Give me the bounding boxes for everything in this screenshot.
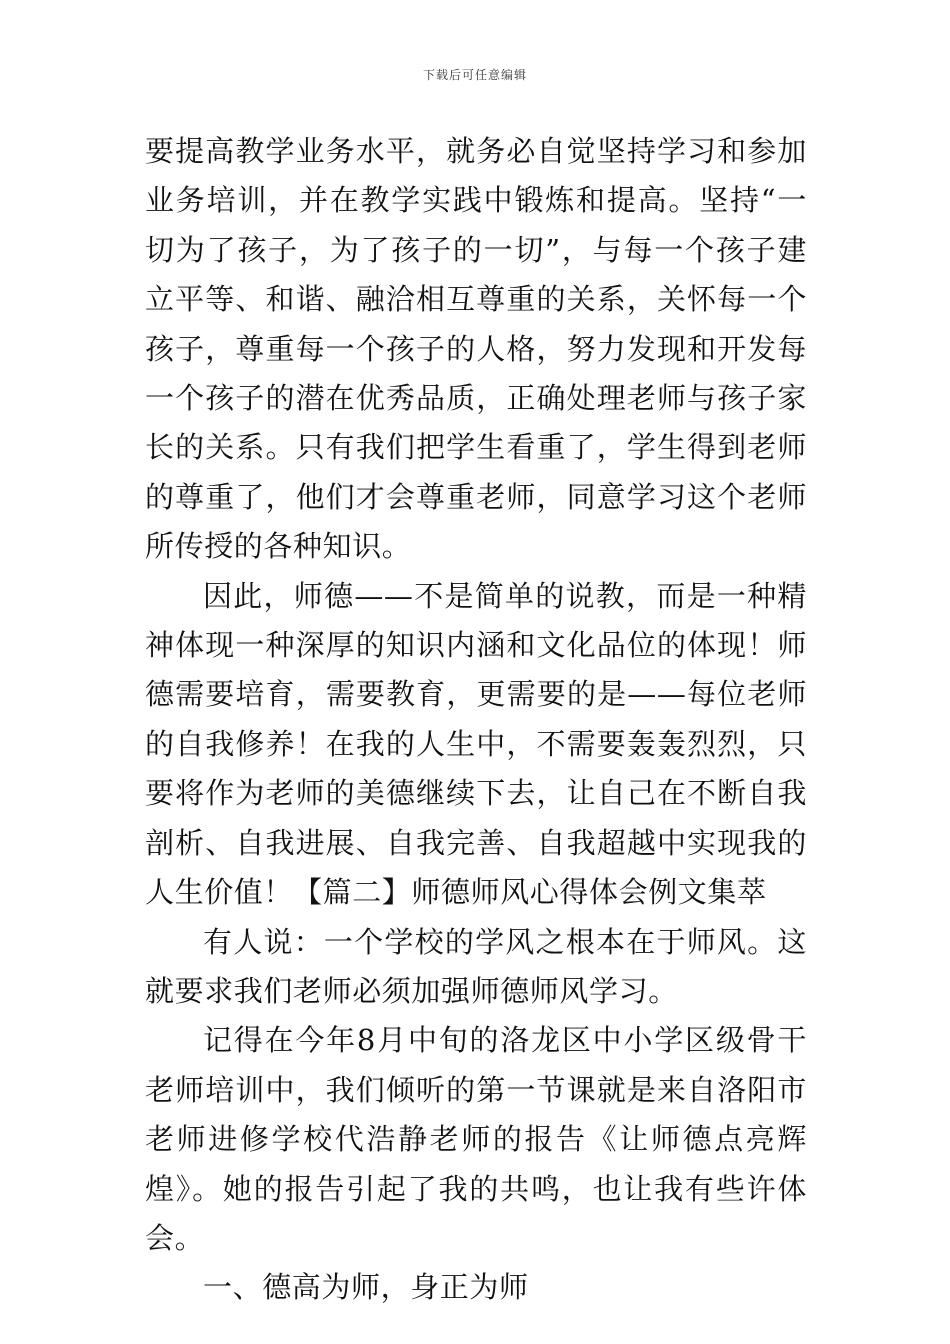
paragraph-4: 记得在今年8月中旬的洛龙区中小学区级骨干老师培训中，我们倾听的第一节课就是来自洛阳市老师进修学校代浩静老师的报告《让师德点亮辉煌》。她的报告引起了我的共鸣，也让我有些许体会。 bbox=[145, 1023, 807, 1255]
page-header-note: 下载后可任意编辑 bbox=[422, 68, 527, 82]
paragraph-2: 因此，师德——不是简单的说教，而是一种精神体现一种深厚的知识内涵和文化品位的体现！师德需要培育，需要教育，更需要的是——每位老师的自我修养！在我的人生中，不需要轰轰烈烈，只要将作为老师的美德继续下去，让自己在不断自我剖析、自我进展、自我完善、自我超越中实现我的人生价值！【篇二】师德师风心得体会例文集萃 bbox=[145, 578, 807, 910]
paragraph-3: 有人说：一个学校的学风之根本在于师风。这就要求我们老师必须加强师德师风学习。 bbox=[145, 924, 807, 1008]
paragraph-1: 要提高教学业务水平，就务必自觉坚持学习和参加业务培训，并在教学实践中锻炼和提高。坚持“一切为了孩子，为了孩子的一切”，与每一个孩子建立平等、和谐、融洽相互尊重的关系，关怀每一个孩子，尊重每一个孩子的人格，努力发现和开发每一个孩子的潜在优秀品质，正确处理老师与孩子家长的关系。只有我们把学生看重了，学生得到老师的尊重了，他们才会尊重老师，同意学习这个老师所传授的各种知识。 bbox=[145, 134, 807, 564]
section-heading: 一、德高为师，身正为师 bbox=[203, 1270, 529, 1305]
document-body bbox=[145, 127, 807, 1313]
